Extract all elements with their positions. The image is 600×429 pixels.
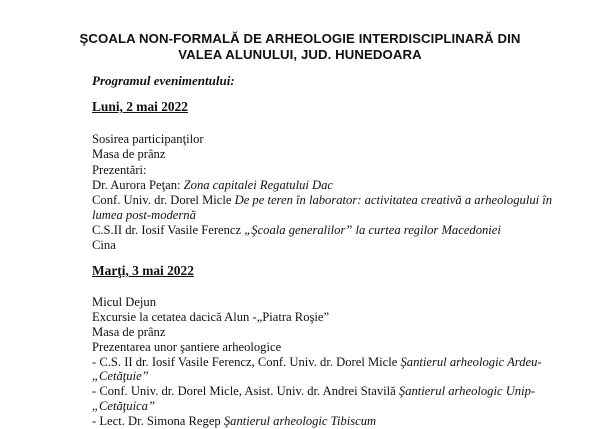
day2-site-2 bbox=[92, 383, 535, 399]
presentation-author: C.S.II dr. Iosif Vasile Ferencz bbox=[92, 223, 245, 237]
day2-excursion: Excursie la cetatea dacică Alun -„Piatra Roşie” bbox=[92, 310, 330, 324]
day1-lunch: Masa de prânz bbox=[92, 147, 166, 161]
day1-presentation-1 bbox=[92, 177, 333, 193]
day2-breakfast: Micul Dejun bbox=[92, 295, 157, 309]
presentation-title: Zona capitalei Regatului Dac bbox=[183, 178, 333, 192]
site-authors: - Conf. Univ. dr. Dorel Micle, Asist. Univ. dr. Andrei Stavilă bbox=[92, 384, 399, 398]
site-authors: - Lect. Dr. Simona Regep bbox=[92, 414, 224, 428]
site-title: Şantierul arheologic Unip- bbox=[398, 384, 536, 398]
day1-heading: Luni, 2 mai 2022 bbox=[92, 99, 188, 114]
day1-presentation-2 bbox=[92, 192, 552, 208]
day1-presentation-2-cont: lumea post-modernă bbox=[92, 208, 196, 222]
presentation-title: „Şcoala generalilor” la curtea regilor Macedoniei bbox=[244, 223, 501, 237]
day2-site-1-cont: „Cetăţuie” bbox=[92, 369, 149, 383]
presentation-title: De pe teren în laborator: activitatea creativă a arheologului în bbox=[234, 193, 553, 207]
document-title-line2: VALEA ALUNULUI, JUD. HUNEDOARA bbox=[178, 47, 422, 62]
day1-arrival: Sosirea participanţilor bbox=[92, 132, 204, 146]
day1-presentations-label: Prezentări: bbox=[92, 163, 147, 177]
site-authors: - C.S. II dr. Iosif Vasile Ferencz, Conf. Univ. dr. Dorel Micle bbox=[92, 355, 401, 369]
day2-heading: Marţi, 3 mai 2022 bbox=[92, 263, 194, 278]
presentation-author: Conf. Univ. dr. Dorel Micle bbox=[92, 193, 235, 207]
day2-sites-label: Prezentarea unor şantiere arheologice bbox=[92, 340, 282, 354]
day2-site-2-cont: „Cetăţuica” bbox=[92, 399, 155, 413]
site-title: Şantierul arheologic Ardeu- bbox=[400, 355, 542, 369]
day2-site-1 bbox=[92, 354, 542, 370]
day1-presentation-3 bbox=[92, 222, 501, 238]
presentation-author: Dr. Aurora Peţan: bbox=[92, 178, 184, 192]
program-heading: Programul evenimentului: bbox=[92, 73, 235, 88]
day2-site-3 bbox=[92, 413, 376, 429]
site-title: Şantierul arheologic Tibiscum bbox=[223, 414, 377, 428]
document-title-line1: ŞCOALA NON-FORMALĂ DE ARHEOLOGIE INTERDISCIPLINARĂ DIN bbox=[79, 31, 521, 46]
day2-lunch: Masa de prânz bbox=[92, 325, 166, 339]
day1-dinner: Cina bbox=[92, 238, 116, 252]
